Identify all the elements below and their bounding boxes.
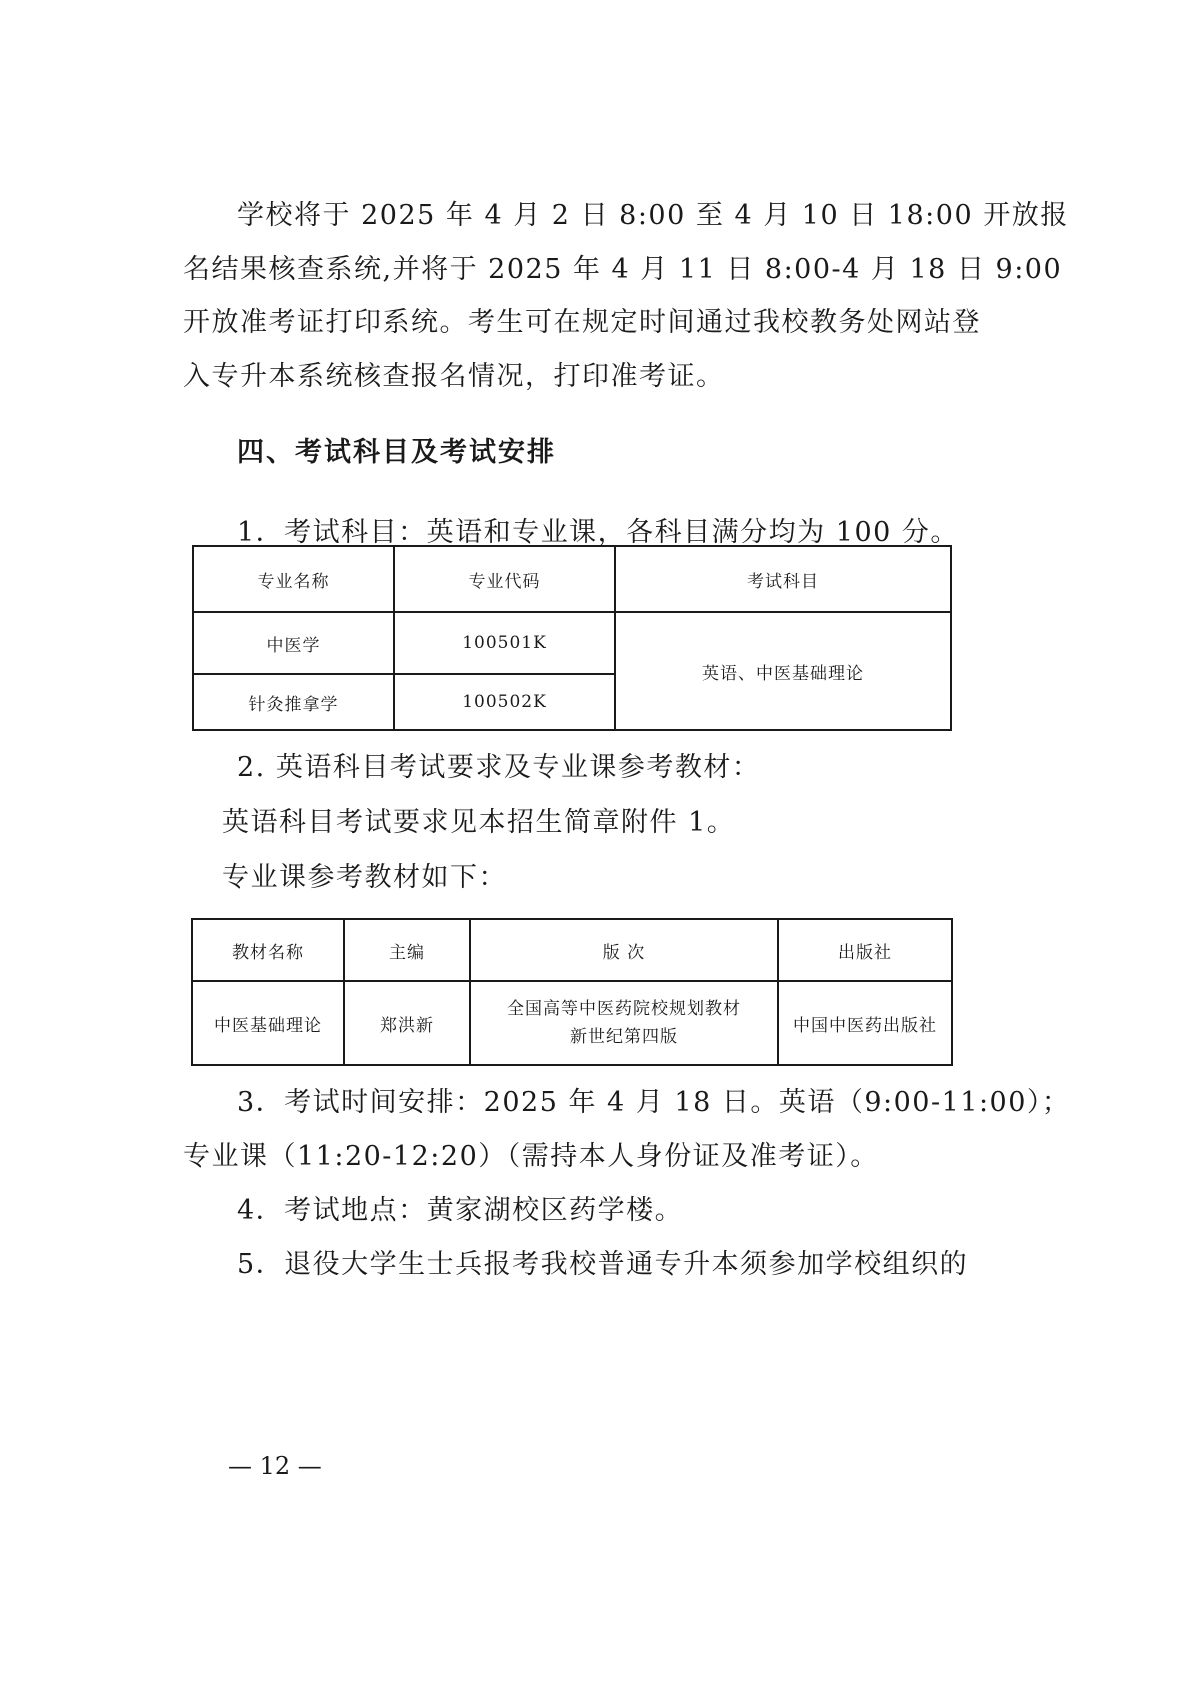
table-cell: 针灸推拿学: [193, 674, 394, 730]
section-heading: 四、考试科目及考试安排: [237, 437, 556, 468]
list-item: 3．考试时间安排：2025 年 4 月 18 日。英语（9:00-11:00）；: [237, 1087, 1071, 1118]
table-header: 版 次: [470, 919, 778, 981]
list-item: 4．考试地点：黄家湖校区药学楼。: [237, 1195, 684, 1226]
table-header: 出版社: [778, 919, 952, 981]
table-cell: [470, 981, 778, 1065]
paragraph-line: 学校将于 2025 年 4 月 2 日 8:00 至 4 月 10 日 18:00 开放报: [237, 200, 1069, 231]
paragraph-line: 入专升本系统核查报名情况，打印准考证。: [183, 361, 725, 392]
textbook-table: [191, 918, 953, 1066]
page-number: — 12 —: [228, 1452, 322, 1480]
paragraph-line: 英语科目考试要求见本招生简章附件 1。: [222, 807, 736, 838]
table-cell: 100501K: [394, 612, 615, 674]
list-item: 2. 英语科目考试要求及专业课参考教材：: [237, 752, 761, 783]
table-header: 主编: [344, 919, 470, 981]
table-cell: 英语、中医基础理论: [615, 612, 951, 730]
table-row: [192, 981, 952, 1065]
edition-line: 全国高等中医药院校规划教材: [507, 999, 741, 1019]
table-header: 专业代码: [394, 546, 615, 612]
table-header: 考试科目: [615, 546, 951, 612]
paragraph-line: 专业课（11:20-12:20）（需持本人身份证及准考证）。: [183, 1141, 879, 1172]
subjects-table: [192, 545, 952, 731]
table-cell: 中国中医药出版社: [778, 981, 952, 1065]
paragraph-line: 开放准考证打印系统。考生可在规定时间通过我校教务处网站登: [183, 307, 981, 338]
table-header: 专业名称: [193, 546, 394, 612]
paragraph-line: 专业课参考教材如下：: [222, 862, 507, 893]
list-item: 5．退役大学生士兵报考我校普通专升本须参加学校组织的: [237, 1249, 969, 1280]
table-cell: 中医基础理论: [192, 981, 344, 1065]
edition-line: 新世纪第四版: [570, 1027, 678, 1047]
table-header: 教材名称: [192, 919, 344, 981]
table-cell: 中医学: [193, 612, 394, 674]
list-item: 1．考试科目：英语和专业课，各科目满分均为 100 分。: [237, 517, 959, 548]
table-cell: 郑洪新: [344, 981, 470, 1065]
paragraph-line: 名结果核查系统,并将于 2025 年 4 月 11 日 8:00-4 月 18 日 9:00: [183, 254, 1063, 285]
table-cell: 100502K: [394, 674, 615, 730]
table-row: [193, 612, 951, 674]
